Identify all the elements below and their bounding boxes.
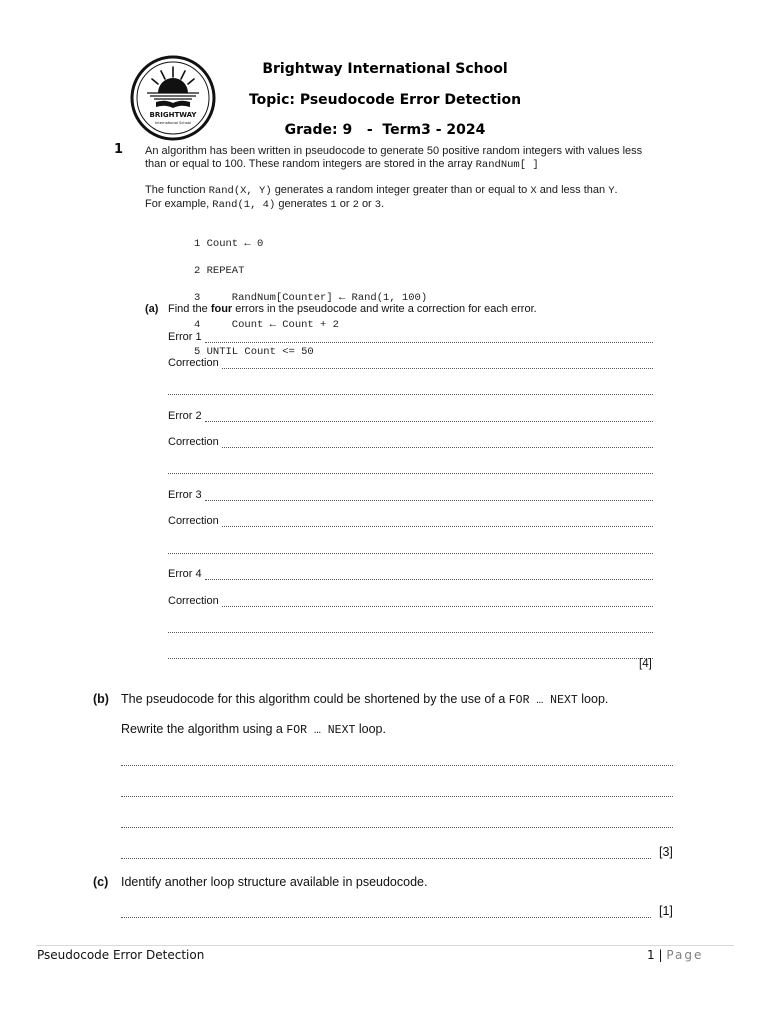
part-b-line-2 — [121, 722, 386, 737]
page-number: 1 — [647, 948, 655, 962]
example-mid: generates — [278, 198, 328, 210]
correction-4-extra-line[interactable] — [168, 619, 653, 633]
error-3-line[interactable] — [168, 487, 653, 501]
example-v1: 1 — [330, 199, 337, 211]
func-code: Rand(X, Y) — [208, 185, 272, 197]
pseudocode-block — [194, 224, 427, 373]
example-v3: 3 — [374, 199, 382, 211]
part-b-marks: [3] — [659, 845, 673, 859]
code-line: 3 RandNum[Counter] ← Rand(1, 100) — [194, 291, 428, 304]
example-code: Rand(1, 4) — [212, 199, 276, 211]
part-b-line2-code: FOR … NEXT — [286, 724, 356, 737]
correction-2-line[interactable] — [168, 434, 653, 448]
code-line: 1 Count ← 0 — [194, 237, 264, 250]
error-4-label: Error 4 — [168, 568, 202, 580]
func-mid: generates a random integer greater than or equal to — [274, 184, 528, 196]
footer-divider — [36, 945, 734, 946]
part-a-text-post: errors in the pseudocode and write a correction for each error. — [235, 303, 537, 315]
correction-3-extra-line[interactable] — [168, 540, 653, 554]
part-b-answer-line-3[interactable] — [121, 814, 673, 828]
part-b-answer-line-1[interactable] — [121, 752, 673, 766]
correction-4-label: Correction — [168, 595, 219, 607]
part-b-line1-pre: The pseudocode for this algorithm could be shortened by the use of a — [121, 692, 506, 706]
part-c-answer-line[interactable] — [121, 904, 651, 918]
func-and: and less than — [539, 184, 606, 196]
part-b-answer-line-2[interactable] — [121, 783, 673, 797]
example-or2: or — [361, 198, 372, 210]
part-a-marks: [4] — [639, 658, 652, 670]
example-pre: For example, — [145, 198, 210, 210]
code-line: 4 Count ← Count + 2 — [194, 318, 339, 331]
intro-text: An algorithm has been written in pseudocode to generate 50 positive random integers with values less than or equal to 100. These random integers are stored in the array — [145, 145, 643, 170]
error-2-label: Error 2 — [168, 410, 202, 422]
part-b-label: (b) — [93, 692, 109, 706]
example-v2: 2 — [352, 199, 359, 211]
part-c-marks: [1] — [659, 904, 673, 918]
function-description: The function Rand(X, Y) generates a random integer greater than or equal to X and less than Y. For example, Rand(1, 4) generates 1 or 2 or 3. — [145, 184, 618, 211]
part-a-text-bold: four — [210, 303, 233, 315]
footer-page — [647, 948, 703, 962]
part-b-line2-pre: Rewrite the algorithm using a — [121, 722, 283, 736]
correction-1-label: Correction — [168, 357, 219, 369]
correction-2-extra-line[interactable] — [168, 460, 653, 474]
code-line: 2 REPEAT — [194, 264, 245, 277]
code-line: 5 UNTIL Count <= 50 — [194, 345, 314, 358]
error-2-line[interactable] — [168, 408, 653, 422]
correction-2-label: Correction — [168, 436, 219, 448]
error-1-line[interactable] — [168, 329, 653, 343]
part-c-label: (c) — [93, 875, 109, 889]
school-logo — [130, 55, 216, 141]
error-4-line[interactable] — [168, 566, 653, 580]
part-a-text-pre: Find the — [168, 303, 208, 315]
correction-1-extra-line[interactable] — [168, 381, 653, 395]
part-b-answer-line-4[interactable] — [121, 845, 651, 859]
question-intro — [145, 145, 665, 172]
part-a-label: (a) — [145, 303, 159, 315]
func-y: Y — [608, 185, 615, 197]
example-or1: or — [339, 198, 350, 210]
part-b-line1-post: loop. — [581, 692, 609, 706]
error-3-label: Error 3 — [168, 489, 202, 501]
logo-subtitle: International School — [154, 121, 192, 125]
intro-array-code: RandNum[ ] — [475, 159, 539, 171]
part-b-line-1 — [121, 692, 608, 707]
correction-3-label: Correction — [168, 515, 219, 527]
logo-title: BRIGHTWAY — [149, 111, 197, 119]
correction-4-line[interactable] — [168, 593, 653, 607]
page-word: Page — [666, 948, 704, 962]
part-c-text: Identify another loop structure available in pseudocode. — [121, 875, 428, 889]
part-b-line2-post: loop. — [358, 722, 386, 736]
footer-title: Pseudocode Error Detection — [37, 948, 205, 962]
error-1-label: Error 1 — [168, 331, 202, 343]
correction-3-line[interactable] — [168, 513, 653, 527]
correction-1-line[interactable] — [168, 355, 653, 369]
part-b-line1-code: FOR … NEXT — [508, 694, 578, 707]
topic-title: Topic: Pseudocode Error Detection — [248, 92, 522, 108]
part-a-instruction — [168, 303, 537, 315]
school-name: Brightway International School — [262, 61, 508, 77]
page-separator: | — [658, 948, 663, 962]
func-x: X — [530, 185, 537, 197]
grade-term: Grade: 9 - Term3 - 2024 — [284, 122, 486, 138]
func-pre: The function — [145, 184, 206, 196]
correction-4-extra-line-2[interactable] — [168, 645, 653, 659]
question-number: 1 — [114, 142, 124, 157]
